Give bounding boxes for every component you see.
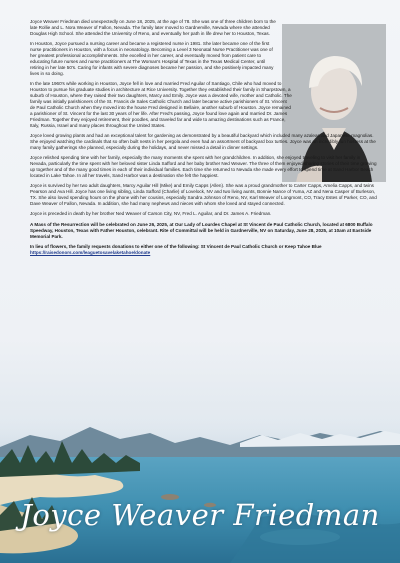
lake-tahoe-illustration [0, 405, 400, 563]
donation-notice-text: In lieu of flowers, the family requests donations to either one of the following: St Vincent de Paul Catholic Church or Keep Tahoe Blue [30, 244, 322, 249]
mass-notice: A Mass of the Resurrection will be celebrated on June 26, 2025, at Our Lady of Lourdes Chapel at St Vincent de Paul Catholic Church, located at 6800 Buffalo Speedway, Houston, Texas with Father Houston, celebrant. Rite of Committal will be held in Gardnerville, NV on Saturday, June 28, 2025, at 10am at Eastside Memorial Park. [30, 221, 373, 239]
obituary-paragraph-7: Joyce is preceded in death by her brother Ned Weaver of Carson City, NV, Fred L. Aguilar, and Dr. James A. Friedman. [30, 211, 272, 217]
obituary-paragraph-6: Joyce is survived by her two adult daughters, Marcy Aguilar Hill (Mike) and Emily Capps (Allen). She was a proud grandmother to Carter Capps, Amelia Capps, and twins Pearson and Ava Hill. Joyce has one living sibling, Linda Safford (Charlie) of Lovelock, NV and two living aunts, Bonnie Nance of Yuma, AZ and Nena Casper of Burleson, TX. She also loved spending hours on the phone with her cousins, especially Sandra Johnson of Reno, NV, Karl Weaver of Longmont, CO, Tracy Estes of Parker, CO, and Dave Weaver of Fallon, Nevada. In addition, she had many nephews and nieces with whom she loved and stayed connected. [30, 183, 377, 206]
obituary-paragraph-1: Joyce Weaver Friedman died unexpectedly on June 18, 2025, at the age of 78. She was one of three children born to the late Rollie and L. Nora Weaver of Fallon, Nevada. The family later moved to Gardnerville, Nevada where she attended Douglas High School. She attended the University of Reno, and eventually her path in life drew her to Houston, Texas. [30, 19, 276, 36]
obituary-paragraph-4: Joyce loved growing plants and had an exceptional talent for gardening as demonstrated by a beautiful backyard which included many azaleas and Japanese magnolias. She enjoyed watching the cardinals that so often built nests in her pergola and even had an assortment of backyard box turtles. Joyce was an incredibly fun hostess at the many family gatherings she planned, especially during the holidays, and never missed a detail in dinner settings. [30, 132, 376, 150]
lake-tahoe-scene [0, 405, 400, 563]
deceased-name-script: Joyce Weaver Friedman [20, 498, 380, 532]
obituary-text [30, 19, 378, 260]
obituary-paragraph-5: Joyce relished spending time with her family, especially the many moments she spent with her grandchildren. In addition, she enjoyed traveling to visit her family in Nevada, particularly the time spent with her beloved sister Linda Safford and her baby brother Ned Weaver. The three of them enjoyed sharing stories of their time growing up together and of the many good times in each of their individual families. Each time she returned to Nevada she made every effort to spend time at Sand Harbor Beach located in Lake Tahoe. In all her travels, Sand Harbor was a destination she felt the happiest. [30, 155, 377, 178]
obituary-paragraph-2: In Houston, Joyce pursued a nursing career and became a registered nurse in 1981. She later became one of the first nurse practitioners in Houston, with a focus in neonatology. Becoming a Level 3 Neonatal Nurse Practitioner was one of her greatest professional accomplishments. She excelled in her career, and eventually moved from patient care to educating future nurses and nurse practitioners at The Woman's Hospital of Texas in the Texas Medical Center, until retiring in her late 50's. Caring for infants with severe diagnoses became her passion, and she positively impacted many lives in so doing. [30, 41, 274, 76]
donation-notice [30, 244, 378, 256]
donation-link[interactable]: https://raisedonors.com/leaguetosavelaketahoe/donate [30, 249, 151, 255]
obituary-paragraph-3: In the late 1960's while working in Houston, Joyce fell in love and married Fred Aguilar of Santiago, Chile who had moved to Houston to pursue his graduate studies in architecture at Rice University. Together they established their family in Sharpstown, a suburb of Houston, where they raised their two daughters, Marcy and Emily. Joyce was a devoted wife, mother and Catholic. The family was initially parishioners of the St. Francis de Sales Catholic Church and later became active parishioners of St. Vincent de Paul Catholic Church when they moved into the house Fred designed in Bellaire, another suburb of Houston. Joyce remained a parishioner of St. Vincent for the last 30 years of her life. After Fred's passing, Joyce found love again and married Dr. James Friedman. Together they enjoyed retirement, their poodles, and traveled far and wide to amazing destinations such as France, Italy, Russia, Israel and many places throughout the United States. [30, 81, 292, 128]
